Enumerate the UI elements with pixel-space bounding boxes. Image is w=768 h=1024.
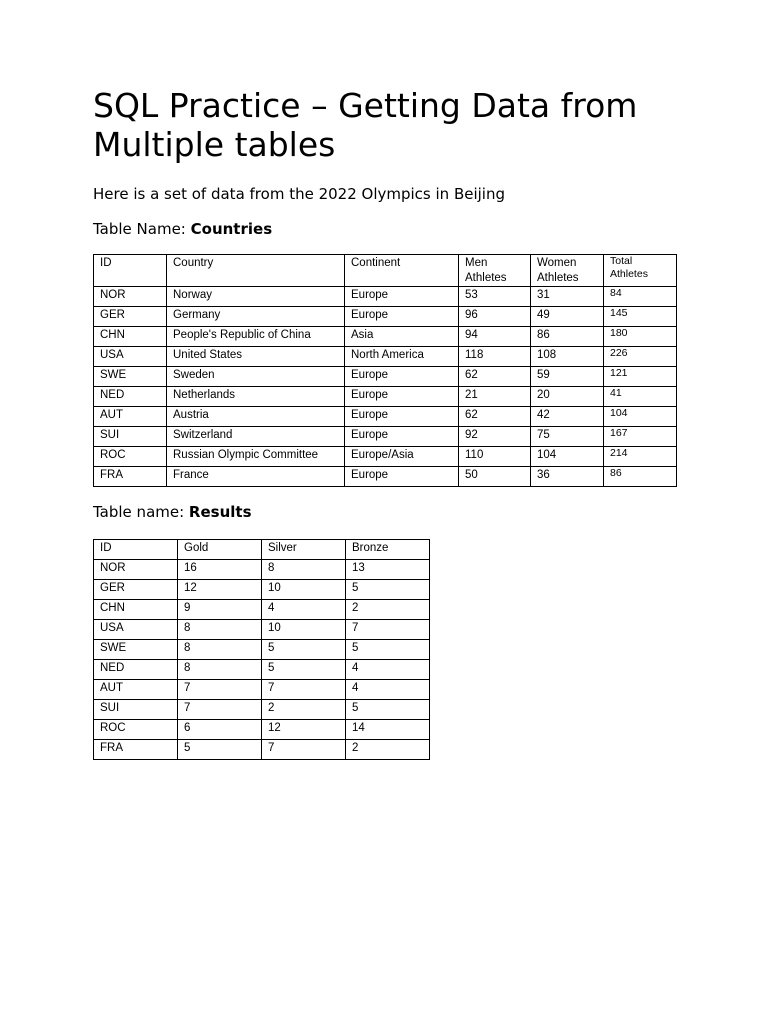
table-header-cell: ID: [94, 540, 178, 560]
table-cell: Asia: [345, 327, 459, 347]
table-cell: 50: [459, 467, 531, 487]
table-header-cell: ID: [94, 255, 167, 287]
table-cell: FRA: [94, 740, 178, 760]
table-cell: 12: [262, 720, 346, 740]
table-cell: CHN: [94, 327, 167, 347]
countries-table: [93, 254, 677, 487]
table-cell: 7: [346, 620, 430, 640]
countries-label-name: Countries: [190, 220, 273, 238]
results-table-label: [93, 502, 693, 522]
table-cell: 20: [531, 387, 604, 407]
table-cell: 8: [178, 660, 262, 680]
table-cell: 104: [604, 407, 677, 427]
table-cell: 4: [262, 600, 346, 620]
table-cell: 96: [459, 307, 531, 327]
table-cell: 14: [346, 720, 430, 740]
table-cell: 8: [262, 560, 346, 580]
table-cell: Switzerland: [167, 427, 345, 447]
table-cell: 7: [178, 700, 262, 720]
results-label-prefix: Table name:: [93, 503, 189, 521]
table-cell: 16: [178, 560, 262, 580]
table-cell: 53: [459, 287, 531, 307]
table-cell: 6: [178, 720, 262, 740]
table-cell: 21: [459, 387, 531, 407]
table-cell: 36: [531, 467, 604, 487]
table-header-row: [94, 255, 677, 287]
table-row: [94, 467, 677, 487]
table-row: [94, 740, 430, 760]
table-cell: 75: [531, 427, 604, 447]
table-cell: 86: [531, 327, 604, 347]
table-row: [94, 407, 677, 427]
table-header-cell: Gold: [178, 540, 262, 560]
table-cell: 10: [262, 580, 346, 600]
table-cell: 214: [604, 447, 677, 467]
table-cell: 5: [262, 640, 346, 660]
table-cell: SWE: [94, 367, 167, 387]
table-cell: 145: [604, 307, 677, 327]
table-cell: 94: [459, 327, 531, 347]
table-row: [94, 287, 677, 307]
table-cell: 84: [604, 287, 677, 307]
table-row: [94, 387, 677, 407]
results-label-name: Results: [188, 503, 252, 521]
table-header-cell: Bronze: [346, 540, 430, 560]
intro-text: Here is a set of data from the 2022 Olympics in Beijing: [93, 185, 506, 203]
table-cell: France: [167, 467, 345, 487]
table-cell: USA: [94, 347, 167, 367]
table-cell: 92: [459, 427, 531, 447]
table-header-cell: Continent: [345, 255, 459, 287]
table-cell: NOR: [94, 287, 167, 307]
table-cell: GER: [94, 307, 167, 327]
table-cell: 5: [262, 660, 346, 680]
table-cell: 108: [531, 347, 604, 367]
table-cell: 49: [531, 307, 604, 327]
countries-table-label: [93, 219, 693, 239]
table-cell: CHN: [94, 600, 178, 620]
table-cell: 5: [346, 700, 430, 720]
table-cell: Europe: [345, 287, 459, 307]
table-cell: 12: [178, 580, 262, 600]
table-header-cell: Total Athletes: [604, 255, 677, 287]
table-cell: 62: [459, 407, 531, 427]
table-cell: 104: [531, 447, 604, 467]
table-row: [94, 700, 430, 720]
table-row: [94, 307, 677, 327]
table-cell: 121: [604, 367, 677, 387]
table-header-row: [94, 540, 430, 560]
table-cell: Europe: [345, 307, 459, 327]
table-cell: 9: [178, 600, 262, 620]
table-cell: 5: [178, 740, 262, 760]
table-cell: 10: [262, 620, 346, 640]
table-cell: People's Republic of China: [167, 327, 345, 347]
table-cell: Netherlands: [167, 387, 345, 407]
table-cell: 4: [346, 680, 430, 700]
table-cell: ROC: [94, 447, 167, 467]
table-cell: 41: [604, 387, 677, 407]
table-cell: FRA: [94, 467, 167, 487]
table-cell: GER: [94, 580, 178, 600]
table-cell: 13: [346, 560, 430, 580]
table-cell: Austria: [167, 407, 345, 427]
table-header-cell: Women Athletes: [531, 255, 604, 287]
table-row: [94, 347, 677, 367]
countries-label-prefix: Table Name:: [93, 220, 191, 238]
table-row: [94, 580, 430, 600]
table-cell: SUI: [94, 700, 178, 720]
table-cell: Russian Olympic Committee: [167, 447, 345, 467]
table-cell: AUT: [94, 680, 178, 700]
table-row: [94, 367, 677, 387]
table-cell: Sweden: [167, 367, 345, 387]
table-cell: Europe: [345, 387, 459, 407]
table-cell: 8: [178, 640, 262, 660]
table-cell: NED: [94, 387, 167, 407]
table-row: [94, 680, 430, 700]
table-header-cell: Silver: [262, 540, 346, 560]
table-cell: 7: [178, 680, 262, 700]
table-cell: 62: [459, 367, 531, 387]
table-row: [94, 327, 677, 347]
table-cell: NOR: [94, 560, 178, 580]
table-cell: AUT: [94, 407, 167, 427]
table-cell: 42: [531, 407, 604, 427]
table-cell: USA: [94, 620, 178, 640]
table-cell: Norway: [167, 287, 345, 307]
table-cell: 180: [604, 327, 677, 347]
table-cell: 226: [604, 347, 677, 367]
table-cell: 5: [346, 640, 430, 660]
table-cell: Europe: [345, 407, 459, 427]
results-table: [93, 539, 430, 760]
table-cell: SWE: [94, 640, 178, 660]
table-cell: 5: [346, 580, 430, 600]
table-cell: 31: [531, 287, 604, 307]
table-cell: NED: [94, 660, 178, 680]
table-cell: 2: [346, 740, 430, 760]
table-row: [94, 720, 430, 740]
table-cell: SUI: [94, 427, 167, 447]
table-cell: Germany: [167, 307, 345, 327]
table-row: [94, 660, 430, 680]
table-row: [94, 447, 677, 467]
table-row: [94, 560, 430, 580]
table-cell: 118: [459, 347, 531, 367]
table-cell: 59: [531, 367, 604, 387]
table-cell: North America: [345, 347, 459, 367]
table-row: [94, 640, 430, 660]
page-title: SQL Practice – Getting Data from Multiple tables: [93, 86, 638, 164]
table-row: [94, 427, 677, 447]
table-header-cell: Men Athletes: [459, 255, 531, 287]
table-cell: 167: [604, 427, 677, 447]
table-cell: United States: [167, 347, 345, 367]
table-cell: ROC: [94, 720, 178, 740]
table-cell: Europe: [345, 367, 459, 387]
table-header-cell: Country: [167, 255, 345, 287]
table-row: [94, 600, 430, 620]
table-cell: 110: [459, 447, 531, 467]
document-page: [93, 86, 693, 760]
table-cell: 2: [346, 600, 430, 620]
table-cell: Europe: [345, 467, 459, 487]
table-cell: 2: [262, 700, 346, 720]
table-cell: 7: [262, 740, 346, 760]
table-cell: 86: [604, 467, 677, 487]
table-cell: 7: [262, 680, 346, 700]
table-row: [94, 620, 430, 640]
table-cell: Europe: [345, 427, 459, 447]
table-cell: Europe/Asia: [345, 447, 459, 467]
table-cell: 8: [178, 620, 262, 640]
table-cell: 4: [346, 660, 430, 680]
